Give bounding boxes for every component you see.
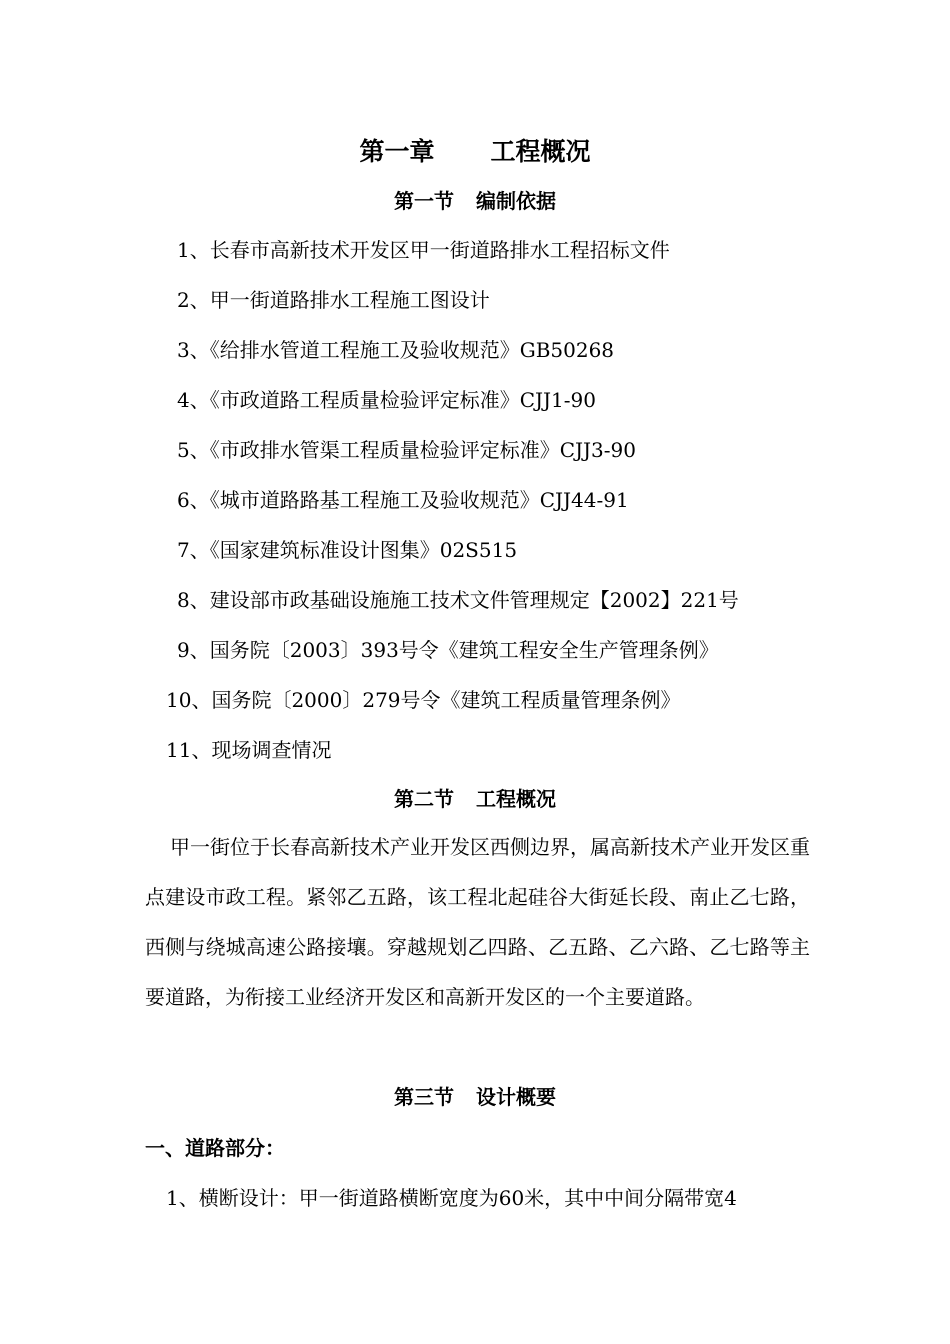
section-number: 第一节 (394, 189, 454, 213)
section-heading-3 (0, 1083, 950, 1111)
basis-item-11: 11、现场调查情况 (166, 738, 332, 762)
section-heading-2 (0, 785, 950, 813)
chapter-number: 第一章 (359, 137, 435, 166)
section-heading-1 (0, 187, 950, 215)
cross-section-line: 1、横断设计：甲一街道路横断宽度为60米，其中中间分隔带宽4 (166, 1186, 737, 1210)
basis-item-6: 6、《城市道路路基工程施工及验收规范》CJJ44-91 (177, 488, 629, 512)
section-number: 第二节 (394, 787, 454, 811)
basis-item-5: 5、《市政排水管渠工程质量检验评定标准》CJJ3-90 (177, 438, 636, 462)
basis-item-1: 1、长春市高新技术开发区甲一街道路排水工程招标文件 (177, 238, 670, 262)
basis-item-3: 3、《给排水管道工程施工及验收规范》GB50268 (177, 338, 615, 362)
basis-item-7: 7、《国家建筑标准设计图集》02S515 (177, 538, 518, 562)
basis-item-8: 8、建设部市政基础设施施工技术文件管理规定【2002】221号 (177, 588, 739, 612)
chapter-title: 工程概况 (490, 137, 591, 166)
basis-item-9: 9、国务院〔2003〕393号令《建筑工程安全生产管理条例》 (177, 638, 719, 662)
section-title: 编制依据 (476, 189, 556, 213)
road-subheading: 一、道路部分： (145, 1136, 285, 1160)
section-number: 第三节 (394, 1085, 454, 1109)
chapter-heading (0, 136, 950, 168)
section-title: 设计概要 (476, 1085, 556, 1109)
basis-item-2: 2、甲一街道路排水工程施工图设计 (177, 288, 490, 312)
basis-item-4: 4、《市政道路工程质量检验评定标准》CJJ1-90 (177, 388, 596, 412)
basis-item-10: 10、国务院〔2000〕279号令《建筑工程质量管理条例》 (166, 688, 681, 712)
overview-paragraph: 甲一街位于长春高新技术产业开发区西侧边界，属高新技术产业开发区重点建设市政工程。紧邻乙五路，该工程北起硅谷大街延长段、南止乙七路，西侧与绕城高速公路接壤。穿越规划乙四路、乙五路、乙六路、乙七路等主要道路，为衔接工业经济开发区和高新开发区的一个主要道路。 (145, 835, 810, 1009)
section-title: 工程概况 (476, 787, 556, 811)
